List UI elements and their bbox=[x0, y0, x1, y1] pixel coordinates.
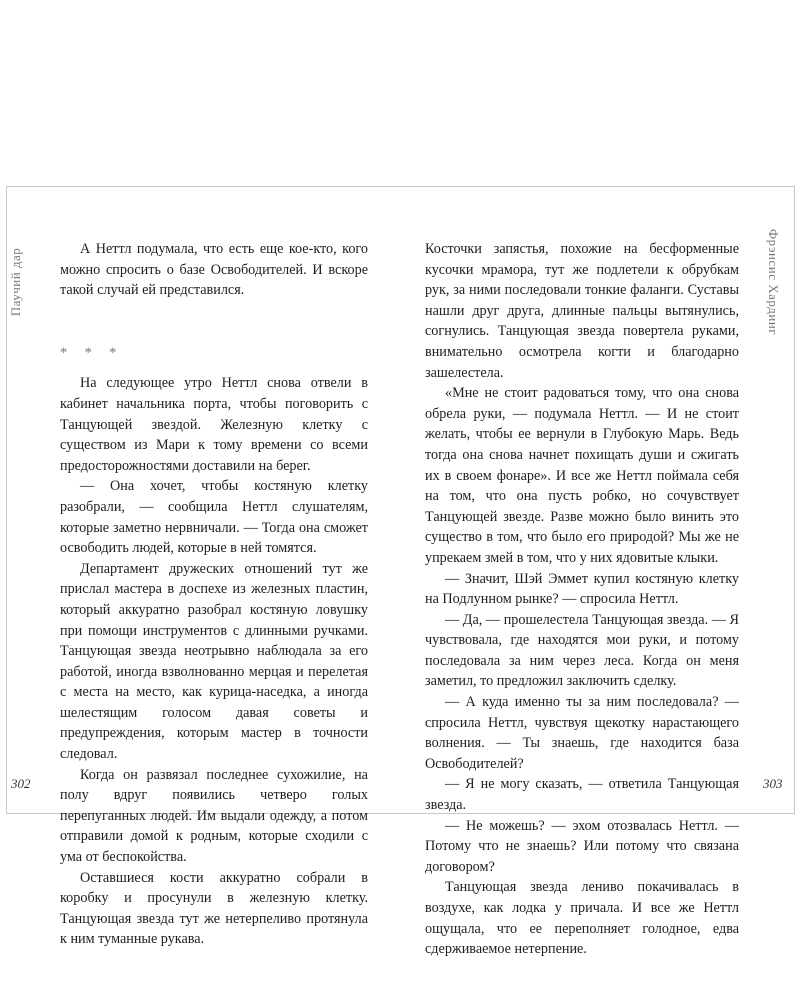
right-page-number: 303 bbox=[763, 776, 783, 791]
paragraph: Оставшиеся кости аккуратно собрали в коробку и просунули в железную клетку. Танцующая звезда тут же нетерпеливо протянула к ним туманные рукава. bbox=[60, 869, 368, 948]
paragraph: «Мне не стоит радоваться тому, что она снова обрела руки, — подумала Неттл. — И не стоит желать, чтобы ее вернули в Глубокую Марь. Ведь тогда она снова начнет похищать души и сжигать их в своем фонаре». И все же Неттл поймала себя на том, что она пусть робко, но сочувствует Танцующей звезде. Разве можно было винить это существо в том, что было его природой? Мы же не упрекаем змей в том, что у них ядовитые клыки. bbox=[425, 385, 739, 566]
paragraph: Косточки запястья, похожие на бесформенные кусочки мрамора, тут же подлетели к обрубкам рук, за ними последовали тонкие фаланги. Суставы нашли друг друга, длинные пальцы вытянулись, согнулись. Танцующая звезда повертела руками, внимательно осмотрела когти и благодарно зашелестела. bbox=[425, 241, 739, 381]
paragraph: — Я не могу сказать, — ответила Танцующая звезда. bbox=[425, 776, 739, 814]
paragraph: — Да, — прошелестела Танцующая звезда. — Я чувствовала, где находятся мои руки, и потому последовала за ним через леса. Когда он меня заметил, то предложил заключить сделку. bbox=[425, 611, 739, 690]
paragraph: Танцующая звезда лениво покачивалась в воздухе, как лодка у причала. И все же Неттл ощущала, что ее переполняет голодное, едва сдерживаемое нетерпение. bbox=[425, 879, 739, 958]
right-running-head: Фрэнсис Хардинг bbox=[766, 228, 781, 336]
right-page-text bbox=[425, 239, 739, 960]
left-running-head: Паучий дар bbox=[8, 247, 23, 317]
paragraph: — Она хочет, чтобы костяную клетку разобрали, — сообщила Неттл слушателям, которые заметно нервничали. — Тогда она сможет освободить людей, которые в ней томятся. bbox=[60, 478, 368, 557]
paragraph: Когда он развязал последнее сухожилие, на полу вдруг появились четверо голых перепуганных людей. Им выдали одежду, а потом отправили домой к родным, которые сходили с ума от беспокойства. bbox=[60, 766, 368, 866]
paragraph: — Не можешь? — эхом отозвалась Неттл. — Потому что не знаешь? Или потому что связана договором? bbox=[425, 817, 739, 875]
section-separator: * * * bbox=[60, 344, 124, 361]
left-page-text bbox=[60, 239, 368, 950]
paragraph: — Значит, Шэй Эммет купил костяную клетку на Подлунном рынке? — спросила Неттл. bbox=[425, 570, 739, 608]
paragraph: А Неттл подумала, что есть еще кое-кто, кого можно спросить о базе Освободителей. И вскоре такой случай ей представился. bbox=[60, 241, 368, 299]
paragraph: На следующее утро Неттл снова отвели в кабинет начальника порта, чтобы поговорить с Танцующей звездой. Железную клетку с существом из Мари к тому времени со всеми предосторожностями доставили на берег. bbox=[60, 375, 368, 474]
paragraph: Департамент дружеских отношений тут же прислал мастера в доспехе из железных пластин, который аккуратно разобрал костяную ловушку при помощи инструментов с длинными ручками. Танцующая звезда неотрывно наблюдала за его работой, иногда взволнованно мерцая и перелетая с места на место, как курица-наседка, а иногда шелестящим голосом давая советы и предупреждения, которым мастер в точности следовал. bbox=[60, 560, 368, 763]
left-page-number: 302 bbox=[11, 776, 31, 791]
spacer bbox=[60, 301, 368, 323]
paragraph: — А куда именно ты за ним последовала? — спросила Неттл, чувствуя щекотку нарастающего волнения. — Ты знаешь, где находится база Освободителей? bbox=[425, 694, 739, 772]
